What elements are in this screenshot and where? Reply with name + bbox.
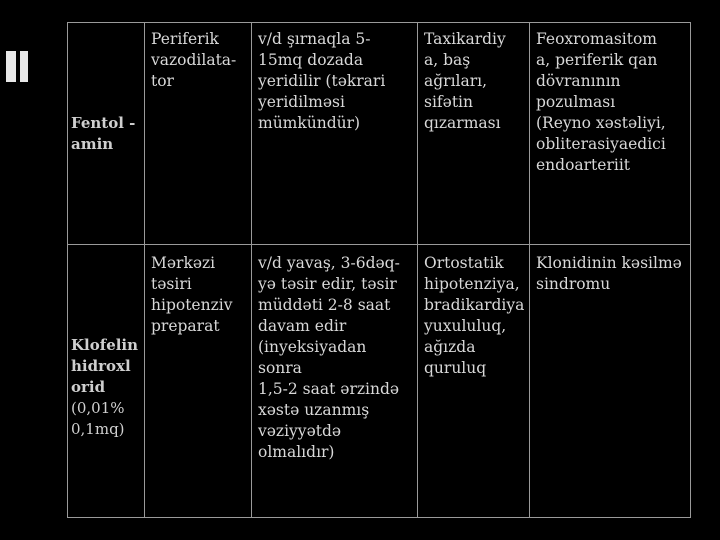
contraindications-text: Feoxromasitom a, periferik qan dövranının pozulması (Reyno xəstəliyi, obliterasiyaedici endoarteriit <box>536 30 666 174</box>
administration-cell <box>252 23 418 245</box>
drug-name: Klofelin hidroxl orid <box>71 336 139 396</box>
group-cell <box>145 23 252 245</box>
drug-dose: (0,01% 0,1mq) <box>71 399 125 438</box>
drug-name: Fentol - amin <box>71 113 136 153</box>
table-row <box>68 245 691 518</box>
drug-table <box>67 22 691 518</box>
side-effects-text: Taxikardiy a, baş ağrıları, sifətin qızarması <box>424 30 506 132</box>
contraindications-cell <box>530 245 691 518</box>
contraindications-cell <box>530 23 691 245</box>
drug-cell <box>68 23 145 245</box>
decorative-bar-left <box>6 51 16 82</box>
drug-group: Periferik vazodilata- tor <box>151 30 237 90</box>
drug-cell <box>68 245 145 518</box>
side-effects-cell <box>418 23 530 245</box>
group-cell <box>145 245 252 518</box>
administration-cell <box>252 245 418 518</box>
table-row <box>68 23 691 245</box>
side-effects-cell <box>418 245 530 518</box>
contraindications-text: Klonidinin kəsilmə sindromu <box>536 254 682 293</box>
administration-text: v/d yavaş, 3-6dəq- yə təsir edir, təsir müddəti 2-8 saat davam edir (inyeksiyadan sonra 1,5-2 saat ərzində xəstə uzanmış vəziyyətdə olmalıdır) <box>258 254 400 461</box>
drug-group: Mərkəzi təsiri hipotenziv preparat <box>151 254 233 335</box>
administration-text: v/d şırnaqla 5- 15mq dozada yeridilir (təkrari yeridilməsi mümkündür) <box>258 30 386 132</box>
decorative-bar-right <box>20 51 28 82</box>
side-effects-text: Ortostatik hipotenziya, bradikardiya yuxululuq, ağızda quruluq <box>424 254 525 377</box>
